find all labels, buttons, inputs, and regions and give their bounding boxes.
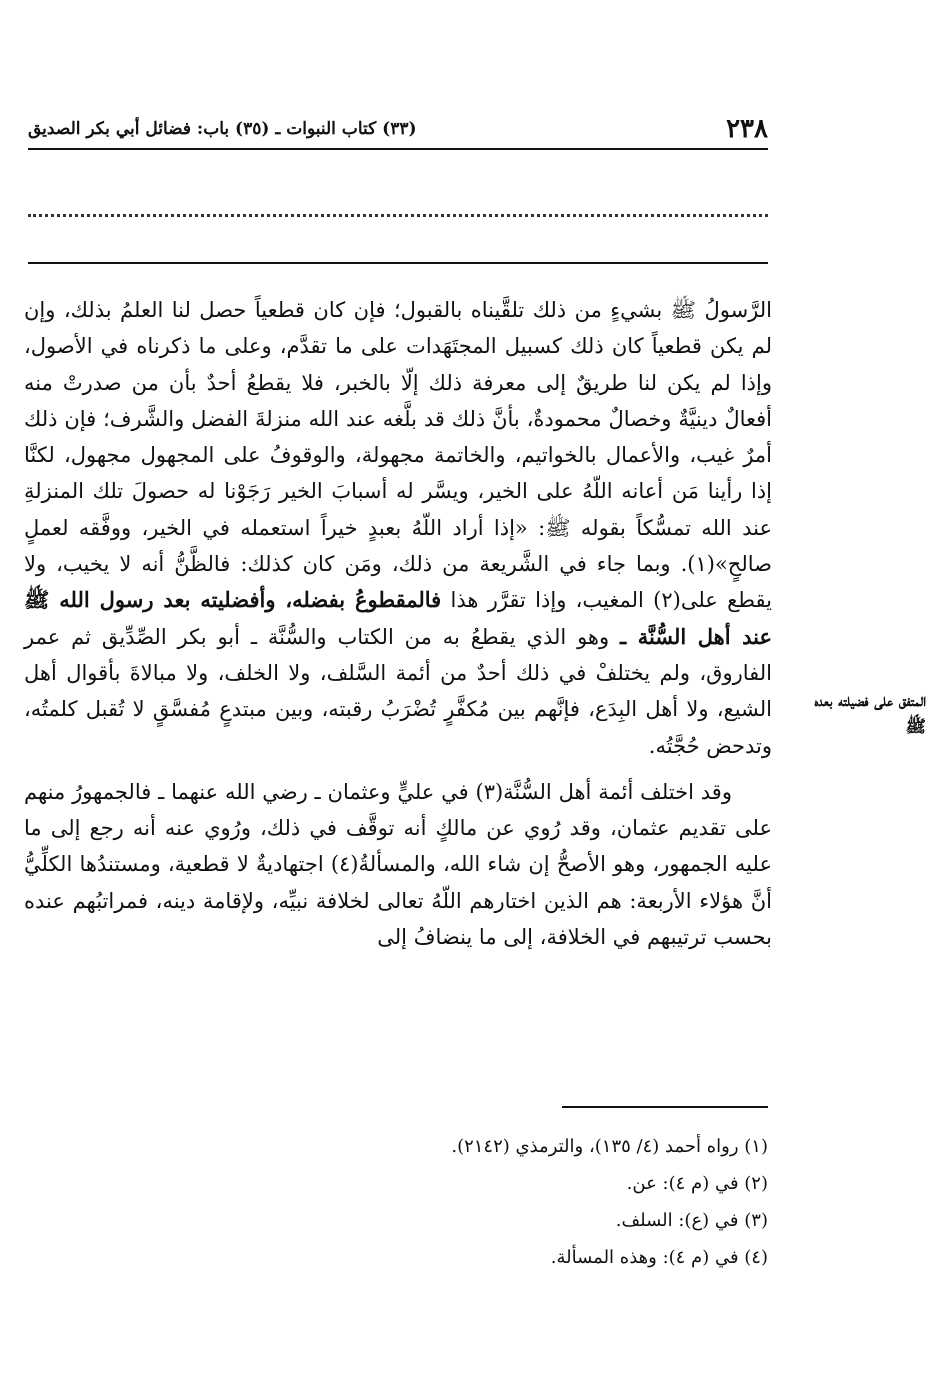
footnote: (٣) في (ع): السلف.: [615, 1210, 768, 1231]
paragraph: وقد اختلف أئمة أهل السُّنَّة(٣) في عليٍّ وعثمان ـ رضي الله عنهما ـ فالجمهورُ منهم على تقديم عثمان، وقد رُوي عن مالكٍ أنه توقَّف في ذلك، ورُوي عنه أنه رجع إلى ما عليه الجمهور، وهو الأصحُّ إن شاء الله، والمسألةُ(٤) اجتهاديةٌ لا قطعية، ومستندُها الكلِّيُّ أنَّ هؤلاء الأربعة: هم الذين اختارهم اللّهُ تعالى لخلافة نبيِّه، ولإقامة دينه، فمراتبُهم عنده بحسب ترتيبهم في الخلافة، إلى ما ينضافُ إلى: [24, 779, 772, 950]
margin-note: المتفق على فضيلته بعده ﷺ: [814, 691, 926, 737]
paragraph-text: الرَّسولُ ﷺ بشيءٍ من ذلك تلقَّيناه بالقبول؛ فإن كان قطعياً حصل لنا العلمُ بذلك، وإن لم يكن قطعياً كان ذلك كسبيل المجتَهَدات على ما تقدَّم، وعلى ما ذكرناه في الأصول، وإذا لم يكن لنا طريقٌ إلى معرفة ذلك إلّا بالخبر، فلا يقطعُ أحدٌ بأن من صدرتْ منه أفعالٌ دينيَّةٌ وخصالٌ محمودةٌ، بأنَّ ذلك قد بلَّغه عند الله منزلةَ الفضل والشَّرف؛ فإن ذلك أمرٌ غيب، والأعمال بالخواتيم، والخاتمة مجهولة، والوقوفُ على المجهول مجهول، لكنَّا إذا رأينا مَن أعانه اللّهُ على الخير، ويسَّر له أسبابَ الخير رَجَوْنا له حصولَ تلك المنزلةِ عند الله تمسُّكاً بقوله ﷺ: «إذا أراد اللّهُ بعبدٍ خيراً استعمله في الخير، ووفَّقه لعملٍ صالحٍ»(١). وبما جاء في الشَّريعة من ذلك، ومَن كان كذلك: فالظَّنُّ أنه لا يخيب، ولا يقطع على(٢) المغيب، وإذا تقرَّر هذا: [24, 298, 772, 613]
section-rule: [28, 262, 768, 264]
footnote: (١) رواه أحمد (٤/ ١٣٥)، والترمذي (٢١٤٢).: [451, 1136, 768, 1157]
page-number: ٢٣٨: [726, 114, 768, 144]
page-header: [28, 112, 768, 146]
paragraph-text-end: وهو الذي يقطعُ به من الكتاب والسُّنَّة ـ أبو بكر الصِّدِّيق ثم عمر الفاروق، ولم يختلفْ في ذلك أحدٌ من أئمة السَّلف، ولا الخلف، ولا مبالاةَ بأقوال أهل الشيع، ولا أهل البِدَع، فإنَّهم بين مُكفَّرٍ تُضْرَبُ رقبته، وبين مبتدعٍ مُفسَّقٍ لا تُقبل كلمتُه، وتدحض حُجَّتُه.: [24, 624, 772, 758]
footnote-rule: [562, 1106, 768, 1108]
main-text: [24, 292, 772, 955]
highlight-phrase: فالمقطوعُ بفضله، وأفضليته بعد رسول الله ﷺ عند أهل السُّنَّة ـ: [24, 587, 772, 649]
running-title: (٣٣) كتاب النبوات ـ (٣٥) باب: فضائل أبي بكر الصديق: [28, 119, 417, 139]
paragraph: [24, 292, 772, 764]
header-rule: [28, 148, 768, 150]
footnote: (٤) في (م ٤): وهذه المسألة.: [550, 1247, 768, 1268]
footnotes: [28, 1128, 768, 1276]
footnote: (٢) في (م ٤): عن.: [626, 1173, 768, 1194]
dotted-separator: [28, 194, 768, 217]
